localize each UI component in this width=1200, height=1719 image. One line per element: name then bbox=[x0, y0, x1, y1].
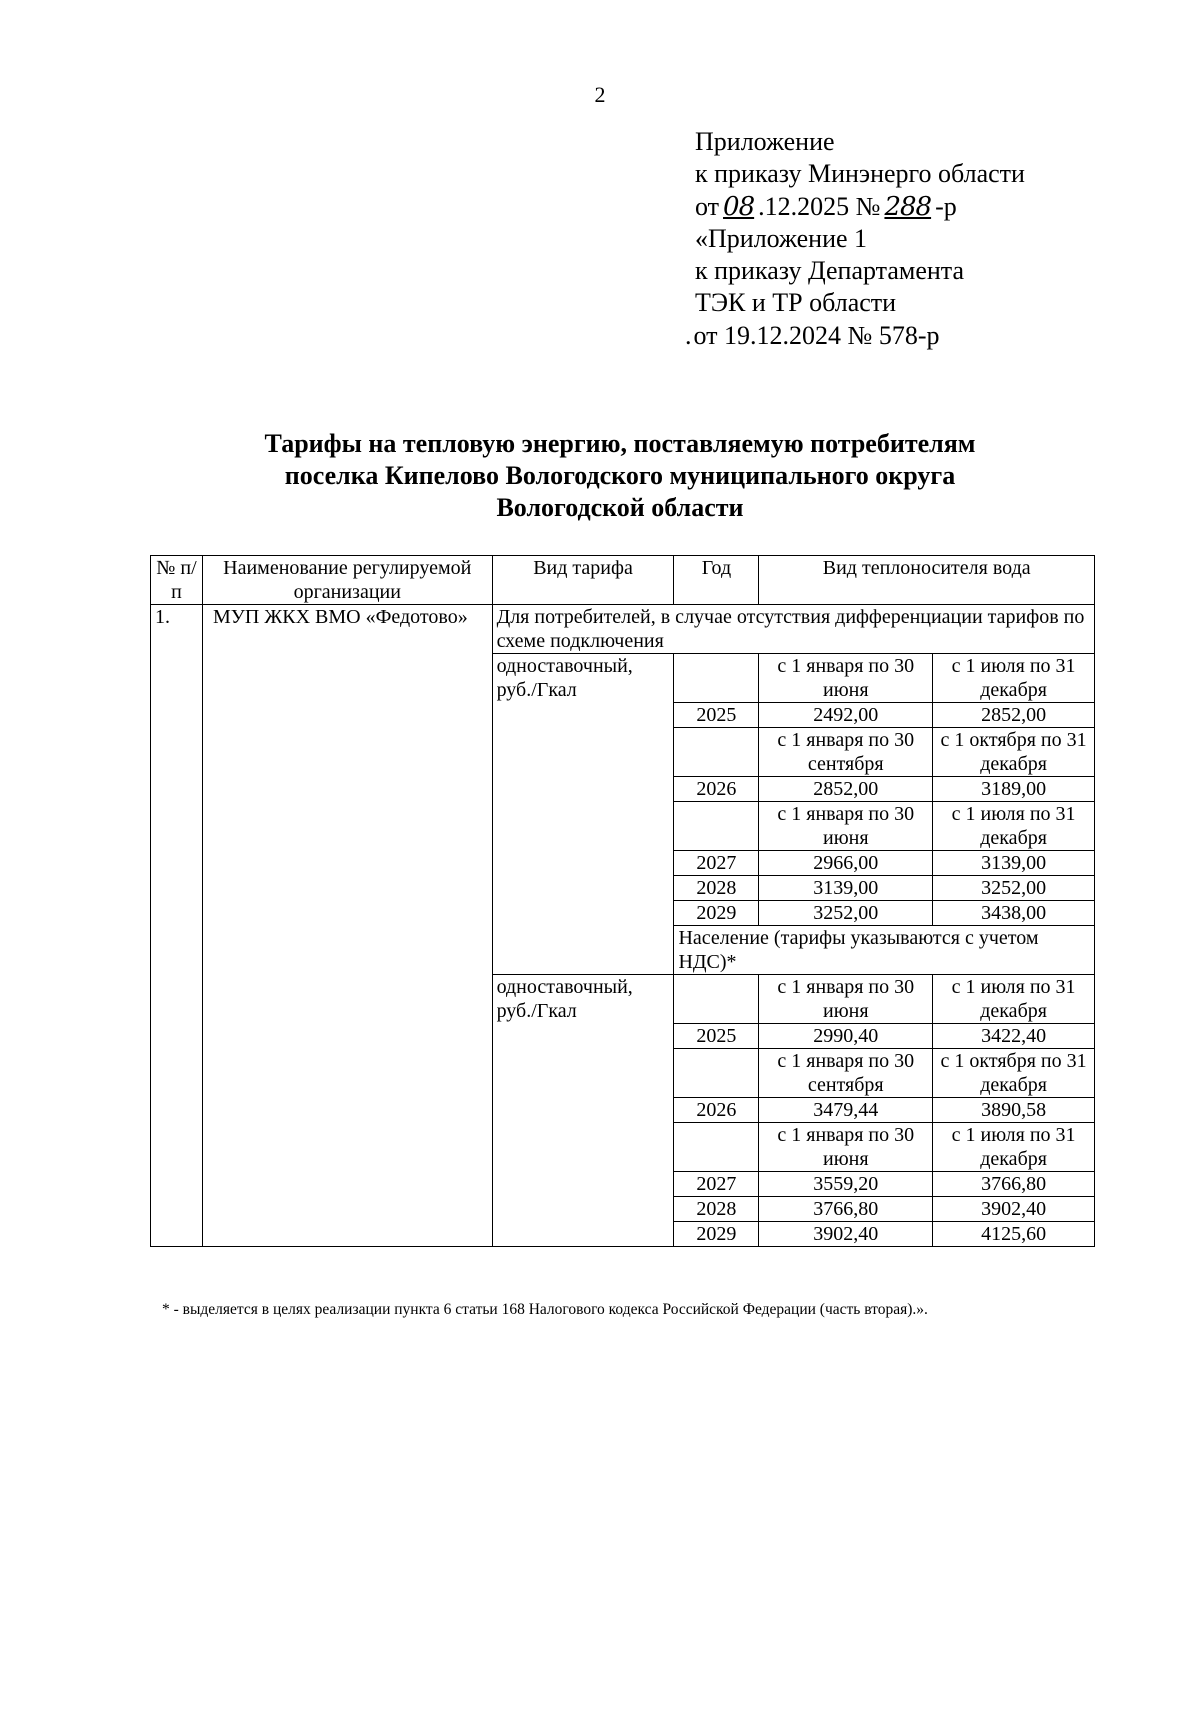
period-1-cell: 3479,44 bbox=[759, 1098, 933, 1123]
period-2-cell: с 1 июля по 31 декабря bbox=[933, 802, 1095, 851]
section-heading: Население (тарифы указываются с учетом НДС)* bbox=[674, 926, 1095, 975]
tariff-table-body bbox=[151, 556, 1095, 1247]
year-cell: 2028 bbox=[674, 1197, 759, 1222]
period-1-cell: с 1 января по 30 июня bbox=[759, 1123, 933, 1172]
section-heading: Для потребителей, в случае отсутствия дифференциации тарифов по схеме подключения bbox=[492, 605, 1094, 654]
period-1-cell: 2492,00 bbox=[759, 703, 933, 728]
appendix-line-7 bbox=[685, 320, 1025, 352]
period-1-cell: с 1 января по 30 июня bbox=[759, 654, 933, 703]
year-cell bbox=[674, 802, 759, 851]
period-1-cell: с 1 января по 30 сентября bbox=[759, 1049, 933, 1098]
table-header-row bbox=[151, 556, 1095, 605]
period-2-cell: 3438,00 bbox=[933, 901, 1095, 926]
appendix-line-7-text: от 19.12.2024 № 578-р bbox=[693, 320, 940, 350]
period-1-cell: 3902,40 bbox=[759, 1222, 933, 1247]
year-cell bbox=[674, 1049, 759, 1098]
period-1-cell: 2852,00 bbox=[759, 777, 933, 802]
document-title bbox=[150, 428, 1090, 524]
period-1-cell: 3559,20 bbox=[759, 1172, 933, 1197]
period-1-cell: 2990,40 bbox=[759, 1024, 933, 1049]
year-cell bbox=[674, 728, 759, 777]
title-line-1: Тарифы на тепловую энергию, поставляемую потребителям bbox=[264, 429, 976, 458]
period-1-cell: 2966,00 bbox=[759, 851, 933, 876]
period-2-cell: с 1 июля по 31 декабря bbox=[933, 654, 1095, 703]
year-cell: 2025 bbox=[674, 703, 759, 728]
appendix-date-prefix: от bbox=[695, 191, 720, 221]
period-2-cell: 4125,60 bbox=[933, 1222, 1095, 1247]
header-num: № п/п bbox=[151, 556, 203, 605]
year-cell: 2027 bbox=[674, 851, 759, 876]
period-1-cell: с 1 января по 30 июня bbox=[759, 802, 933, 851]
period-2-cell: с 1 июля по 31 декабря bbox=[933, 1123, 1095, 1172]
period-1-cell: 3252,00 bbox=[759, 901, 933, 926]
period-2-cell: 3139,00 bbox=[933, 851, 1095, 876]
period-2-cell: 3766,80 bbox=[933, 1172, 1095, 1197]
period-1-cell: 3766,80 bbox=[759, 1197, 933, 1222]
appendix-date-suffix: -р bbox=[935, 191, 957, 221]
organization-name: МУП ЖКХ ВМО «Федотово» bbox=[202, 605, 492, 1247]
title-line-3: Вологодской области bbox=[496, 493, 744, 522]
appendix-date-mid: .12.2025 № bbox=[758, 191, 881, 221]
header-tariff-type: Вид тарифа bbox=[492, 556, 674, 605]
year-cell: 2029 bbox=[674, 1222, 759, 1247]
year-cell: 2026 bbox=[674, 1098, 759, 1123]
period-1-cell: 3139,00 bbox=[759, 876, 933, 901]
appendix-line-2: к приказу Минэнерго области bbox=[695, 159, 1025, 189]
appendix-line-5: к приказу Департамента bbox=[695, 256, 965, 286]
tariff-table bbox=[150, 555, 1095, 1247]
period-2-cell: 2852,00 bbox=[933, 703, 1095, 728]
period-2-cell: 3252,00 bbox=[933, 876, 1095, 901]
header-year: Год bbox=[674, 556, 759, 605]
page-number: 2 bbox=[594, 82, 606, 107]
period-1-cell: с 1 января по 30 сентября bbox=[759, 728, 933, 777]
year-cell: 2028 bbox=[674, 876, 759, 901]
year-cell: 2025 bbox=[674, 1024, 759, 1049]
title-line-2: поселка Кипелово Вологодского муниципального округа bbox=[284, 461, 956, 490]
footnote: * - выделяется в целях реализации пункта 6 статьи 168 Налогового кодекса Российской Федерации (часть вторая).». bbox=[162, 1301, 928, 1318]
header-carrier: Вид теплоносителя вода bbox=[759, 556, 1095, 605]
appendix-line-3 bbox=[695, 191, 1025, 223]
appendix-line-4: «Приложение 1 bbox=[695, 223, 868, 253]
period-2-cell: 3902,40 bbox=[933, 1197, 1095, 1222]
appendix-block bbox=[685, 126, 1025, 352]
year-cell bbox=[674, 1123, 759, 1172]
period-2-cell: 3189,00 bbox=[933, 777, 1095, 802]
tariff-type: одноставочный, руб./Гкал bbox=[492, 654, 674, 975]
period-2-cell: 3890,58 bbox=[933, 1098, 1095, 1123]
year-cell bbox=[674, 654, 759, 703]
period-2-cell: 3422,40 bbox=[933, 1024, 1095, 1049]
period-2-cell: с 1 октября по 31 декабря bbox=[933, 1049, 1095, 1098]
year-cell bbox=[674, 975, 759, 1024]
period-2-cell: с 1 июля по 31 декабря bbox=[933, 975, 1095, 1024]
appendix-line-6: ТЭК и ТР области bbox=[695, 288, 897, 318]
year-cell: 2027 bbox=[674, 1172, 759, 1197]
appendix-line-1: Приложение bbox=[695, 127, 835, 156]
tariff-type: одноставочный, руб./Гкал bbox=[492, 975, 674, 1247]
handwritten-order-number: 288 bbox=[884, 191, 932, 222]
period-2-cell: с 1 октября по 31 декабря bbox=[933, 728, 1095, 777]
appendix-line-7-mark: . bbox=[685, 320, 692, 350]
header-organization: Наименование регулируемой организации bbox=[202, 556, 492, 605]
handwritten-day: 08 bbox=[723, 191, 755, 222]
year-cell: 2029 bbox=[674, 901, 759, 926]
section-heading-row bbox=[151, 605, 1095, 654]
period-1-cell: с 1 января по 30 июня bbox=[759, 975, 933, 1024]
row-number: 1. bbox=[151, 605, 203, 1247]
year-cell: 2026 bbox=[674, 777, 759, 802]
